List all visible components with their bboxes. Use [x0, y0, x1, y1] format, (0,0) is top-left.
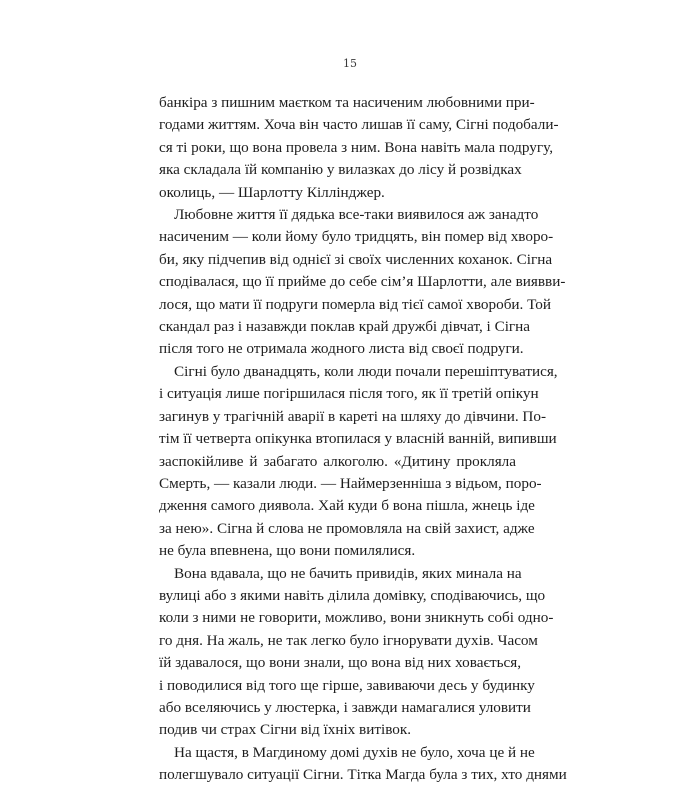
text-line: вулиці або з якими навіть ділила домівку, сподіваючись, що	[159, 586, 546, 604]
text-line: загинув у трагічній аварії в кареті на шляху до дівчини. По-	[159, 407, 547, 425]
body-text	[159, 92, 567, 787]
paragraph	[159, 204, 566, 361]
text-line: заспокійливе й забагато алкоголю. «Дитину прокляла	[159, 452, 516, 470]
paragraph	[159, 742, 567, 787]
text-line: дження самого диявола. Хай куди б вона пішла, жнець іде	[159, 497, 535, 515]
paragraph	[159, 563, 554, 742]
text-line: годами життям. Хоча він часто лишав її саму, Сігні подобали-	[159, 116, 559, 134]
text-line: лося, що мати її подруги померла від тієї самої хвороби. Той	[159, 295, 551, 313]
text-line: Любовне життя її дядька все-таки виявилося аж занадто	[174, 206, 539, 224]
text-line: або вселяючись у люстерка, і завжди намагалися уловити	[159, 698, 531, 716]
text-line: не була впевнена, що вони помилялися.	[159, 542, 416, 560]
text-line: їй здавалося, що вони знали, що вона від них ховається,	[159, 654, 522, 672]
text-line: Смерть, — казали люди. — Наймерзенніша з відьом, поро-	[159, 474, 542, 492]
text-line: полегшувало ситуації Сігни. Тітка Магда була з тих, хто днями	[159, 766, 567, 784]
text-line: і ситуація лише погіршилася після того, як її третій опікун	[159, 385, 539, 403]
text-line: після того не отримала жодного листа від своєї подруги.	[159, 340, 524, 358]
text-line: і поводилися від того ще гірше, завиваючи десь у будинку	[159, 676, 535, 694]
text-line: Сігні було дванадцять, коли люди почали перешіптуватися,	[174, 362, 558, 380]
text-line: скандал раз і назавжди поклав край дружбі дівчат, і Сігна	[159, 318, 531, 336]
text-line: околиць, — Шарлотту Кіллінджер.	[159, 183, 385, 201]
text-line: го дня. На жаль, не так легко було ігнорувати духів. Часом	[159, 631, 538, 649]
text-line: би, яку підчепив від однієї зі своїх численних коханок. Сігна	[159, 250, 553, 268]
paragraph	[159, 361, 558, 563]
page-number: 15	[343, 57, 357, 70]
text-line: тім її четверта опікунка втопилася у власній ванній, випивши	[159, 430, 557, 448]
paragraph	[159, 92, 559, 204]
text-line: банкіра з пишним маєтком та насиченим любовними при-	[159, 94, 535, 111]
text-line: яка складала їй компанію у вилазках до лісу й розвідках	[159, 161, 522, 179]
text-line: На щастя, в Магдиному домі духів не було, хоча це й не	[174, 743, 535, 761]
text-line: за нею». Сігна й слова не промовляла на свій захист, адже	[159, 519, 535, 537]
text-line: Вона вдавала, що не бачить привидів, яких минала на	[174, 564, 522, 582]
text-line: подив чи страх Сігни від їхніх витівок.	[159, 721, 412, 739]
text-line: коли з ними не говорити, можливо, вони зникнуть собі одно-	[159, 609, 554, 627]
text-line: ся ті роки, що вона провела з ним. Вона навіть мала подругу,	[159, 138, 553, 156]
text-line: сподівалася, що її прийме до себе сім’я Шарлотти, але виявви-	[159, 273, 566, 291]
text-line: насиченим — коли йому було тридцять, він помер від хворо-	[159, 228, 554, 246]
